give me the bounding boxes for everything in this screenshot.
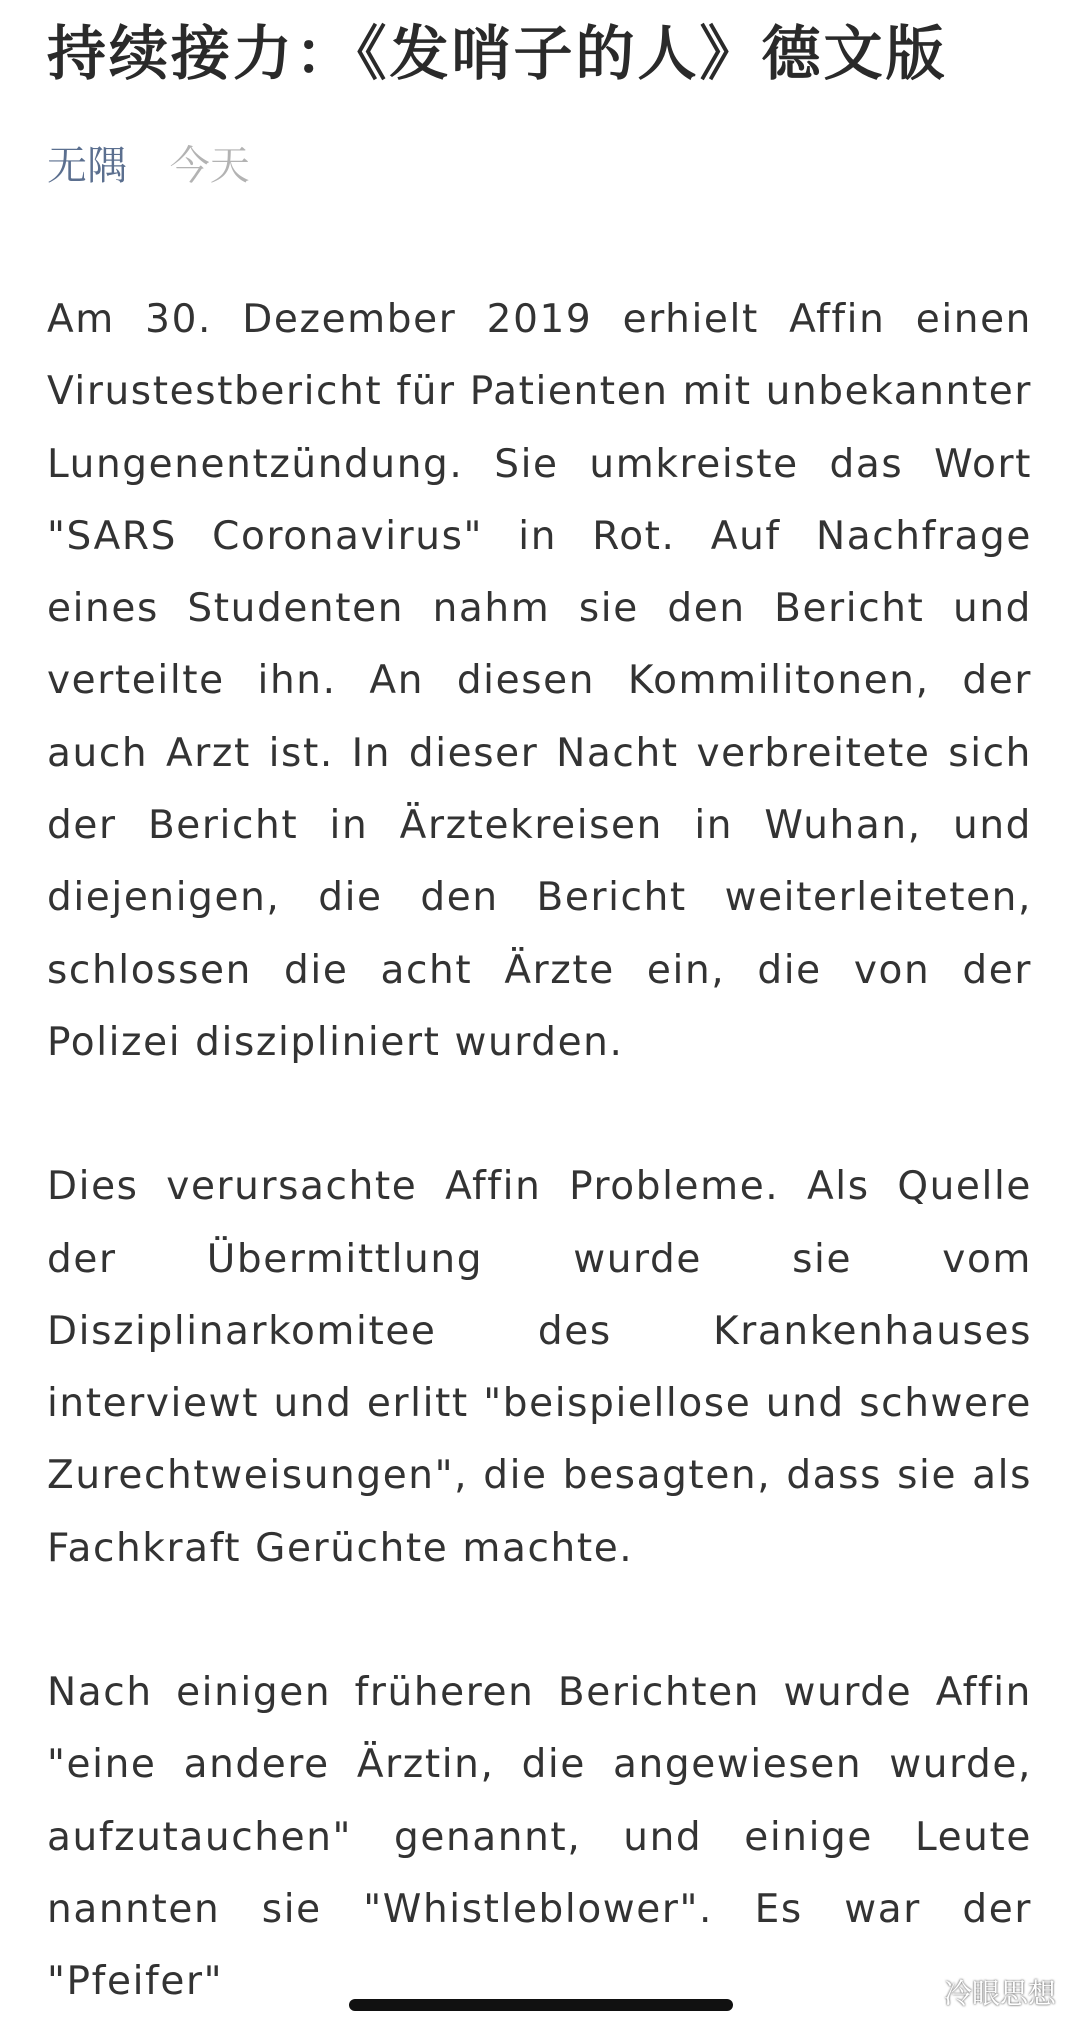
home-indicator[interactable] xyxy=(349,1999,733,2011)
publish-date: 今天 xyxy=(169,143,250,189)
author-link[interactable]: 无隅 xyxy=(47,143,127,189)
wechat-icon xyxy=(906,1974,940,2011)
watermark xyxy=(906,1972,1056,2012)
paragraph: Am 30. Dezember 2019 erhielt Affin einen Virustestbericht für Patienten mit unbekannter Lungenentzündung. Sie umkreiste das Wort "SARS Coronavirus" in Rot. Auf Nachfrage eines Studenten nahm sie den Bericht und verteilte ihn. An diesen Kommilitonen, der auch Arzt ist. In dieser Nacht verbreitete sich der Bericht in Ärztekreisen in Wuhan, und diejenigen, die den Bericht weiterleiteten, schlossen die acht Ärzte ein, die von der Polizei diszipliniert wurden. xyxy=(47,297,1032,1065)
article-body xyxy=(47,284,1032,2019)
article-title: 持续接力：《发哨子的人》德文版 xyxy=(47,19,948,88)
watermark-text: 冷眼思想 xyxy=(944,1977,1057,2010)
paragraph: Nach einigen früheren Berichten wurde Affin "eine andere Ärztin, die angewiesen wurde, aufzutauchen" genannt, und einige Leute nannten sie "Whistleblower". Es war der "Pfeifer" xyxy=(47,1670,1032,2005)
article-meta xyxy=(47,138,1032,194)
article xyxy=(47,0,1032,2019)
paragraph: Dies verursachte Affin Probleme. Als Quelle der Übermittlung wurde sie vom Disziplinarkomitee des Krankenhauses interviewt und erlitt "beispiellose und schwere Zurechtweisungen", die besagten, dass sie als Fachkraft Gerüchte machte. xyxy=(47,1164,1032,1571)
